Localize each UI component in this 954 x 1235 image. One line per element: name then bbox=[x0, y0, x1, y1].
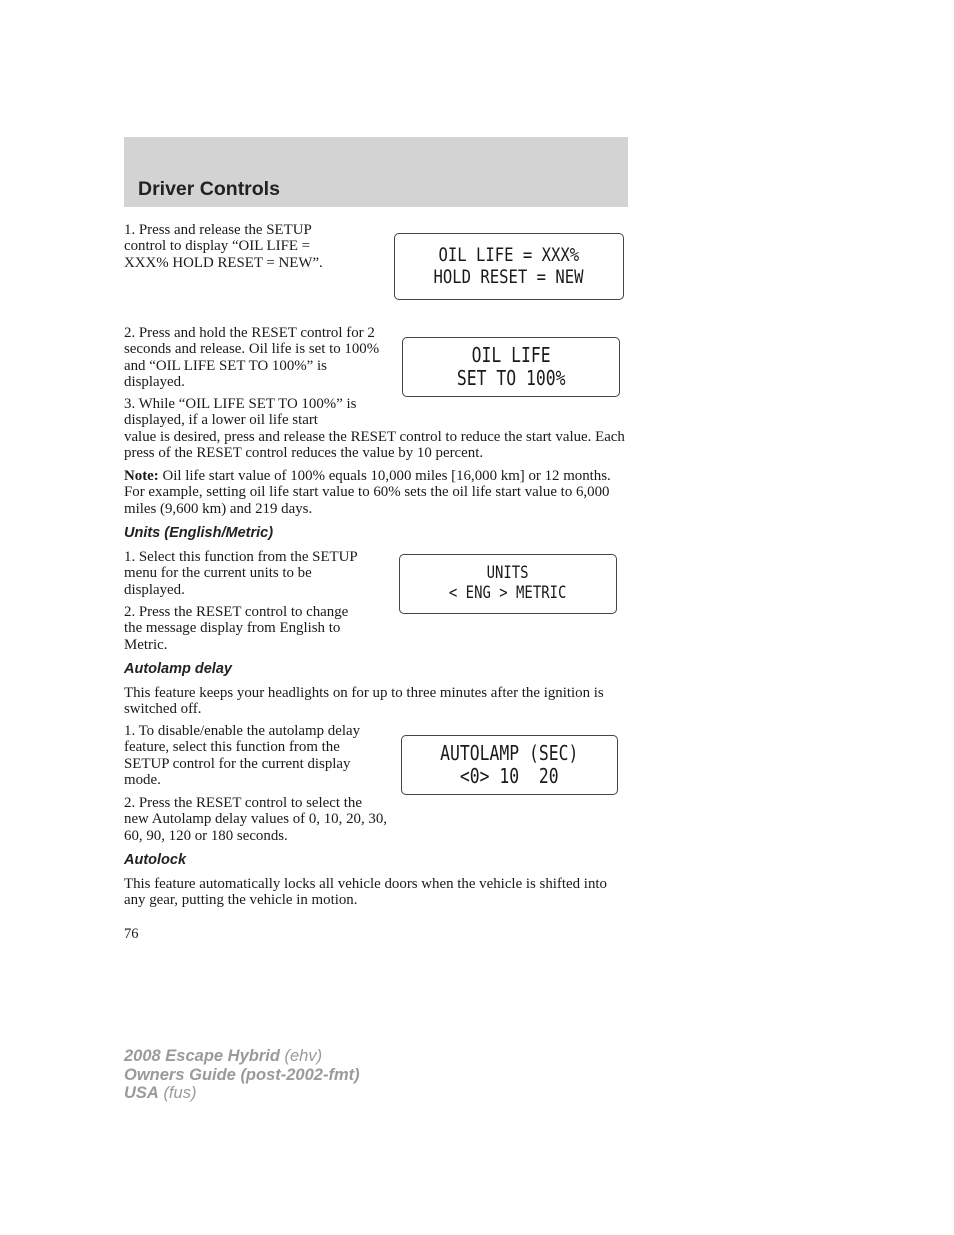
footer-line-3 bbox=[124, 1084, 360, 1103]
autolamp-step-1: 1. To disable/enable the autolamp delay feature, select this function from the SETUP control for the current display mode. bbox=[124, 723, 361, 788]
footer-model: 2008 Escape Hybrid bbox=[124, 1047, 280, 1065]
display-line-2: <0> 10 20 bbox=[460, 764, 559, 788]
document-footer bbox=[124, 1047, 360, 1103]
section-header bbox=[124, 137, 628, 207]
display-line-2: HOLD RESET = NEW bbox=[433, 265, 585, 288]
display-oil-life-set bbox=[402, 337, 620, 397]
display-units bbox=[399, 554, 617, 614]
display-line-1: OIL LIFE bbox=[471, 343, 551, 367]
units-heading: Units (English/Metric) bbox=[124, 525, 274, 541]
page-number: 76 bbox=[124, 926, 139, 942]
display-oil-life-hold-reset bbox=[394, 233, 624, 300]
autolamp-heading: Autolamp delay bbox=[124, 661, 232, 677]
footer-market-code: (fus) bbox=[163, 1084, 197, 1102]
units-step-1: 1. Select this function from the SETUP menu for the current units to be displayed. bbox=[124, 549, 358, 598]
autolamp-step-2: 2. Press the RESET control to select the new Autolamp delay values of 0, 10, 20, 30, 60, 90, 120 or 180 seconds. bbox=[124, 795, 388, 844]
display-line-1: AUTOLAMP (SEC) bbox=[440, 741, 579, 765]
footer-guide: Owners Guide (post-2002-fmt) bbox=[124, 1065, 360, 1084]
note-paragraph bbox=[124, 468, 630, 517]
units-step-2: 2. Press the RESET control to change the message display from English to Metric. bbox=[124, 604, 349, 653]
footer-market: USA bbox=[124, 1084, 159, 1102]
display-autolamp bbox=[401, 735, 618, 795]
autolock-heading: Autolock bbox=[124, 852, 187, 868]
note-label: Note: bbox=[124, 468, 159, 484]
step-2-text: 2. Press and hold the RESET control for 2 seconds and release. Oil life is set to 100% and “OIL LIFE SET TO 100%” is displayed. bbox=[124, 325, 380, 390]
display-line-1: UNITS bbox=[487, 563, 529, 584]
step-3-text-cont: value is desired, press and release the RESET control to reduce the start value. Each press of the RESET control reduces the value by 10 percent. bbox=[124, 429, 625, 462]
display-line-2: SET TO 100% bbox=[456, 366, 566, 390]
footer-line-2 bbox=[124, 1066, 360, 1085]
section-title: Driver Controls bbox=[138, 178, 280, 200]
note-text: Oil life start value of 100% equals 10,000 miles [16,000 km] or 12 months. For example, setting oil life start value to 60% sets the oil life start value to 6,000 miles (9,600 km) and 219 days. bbox=[124, 468, 611, 517]
step-1-text: 1. Press and release the SETUP control to display “OIL LIFE = XXX% HOLD RESET = NEW”. bbox=[124, 222, 323, 271]
autolock-text: This feature automatically locks all vehicle doors when the vehicle is shifted into any gear, putting the vehicle in motion. bbox=[124, 876, 607, 909]
step-3-text-start: 3. While “OIL LIFE SET TO 100%” is displayed, if a lower oil life start bbox=[124, 396, 357, 429]
display-line-2: < ENG > METRIC bbox=[449, 583, 567, 603]
display-line-1: OIL LIFE = XXX% bbox=[438, 243, 580, 266]
footer-model-code: (ehv) bbox=[284, 1047, 323, 1065]
footer-line-1 bbox=[124, 1047, 360, 1066]
autolamp-intro: This feature keeps your headlights on for up to three minutes after the ignition is switched off. bbox=[124, 685, 604, 718]
